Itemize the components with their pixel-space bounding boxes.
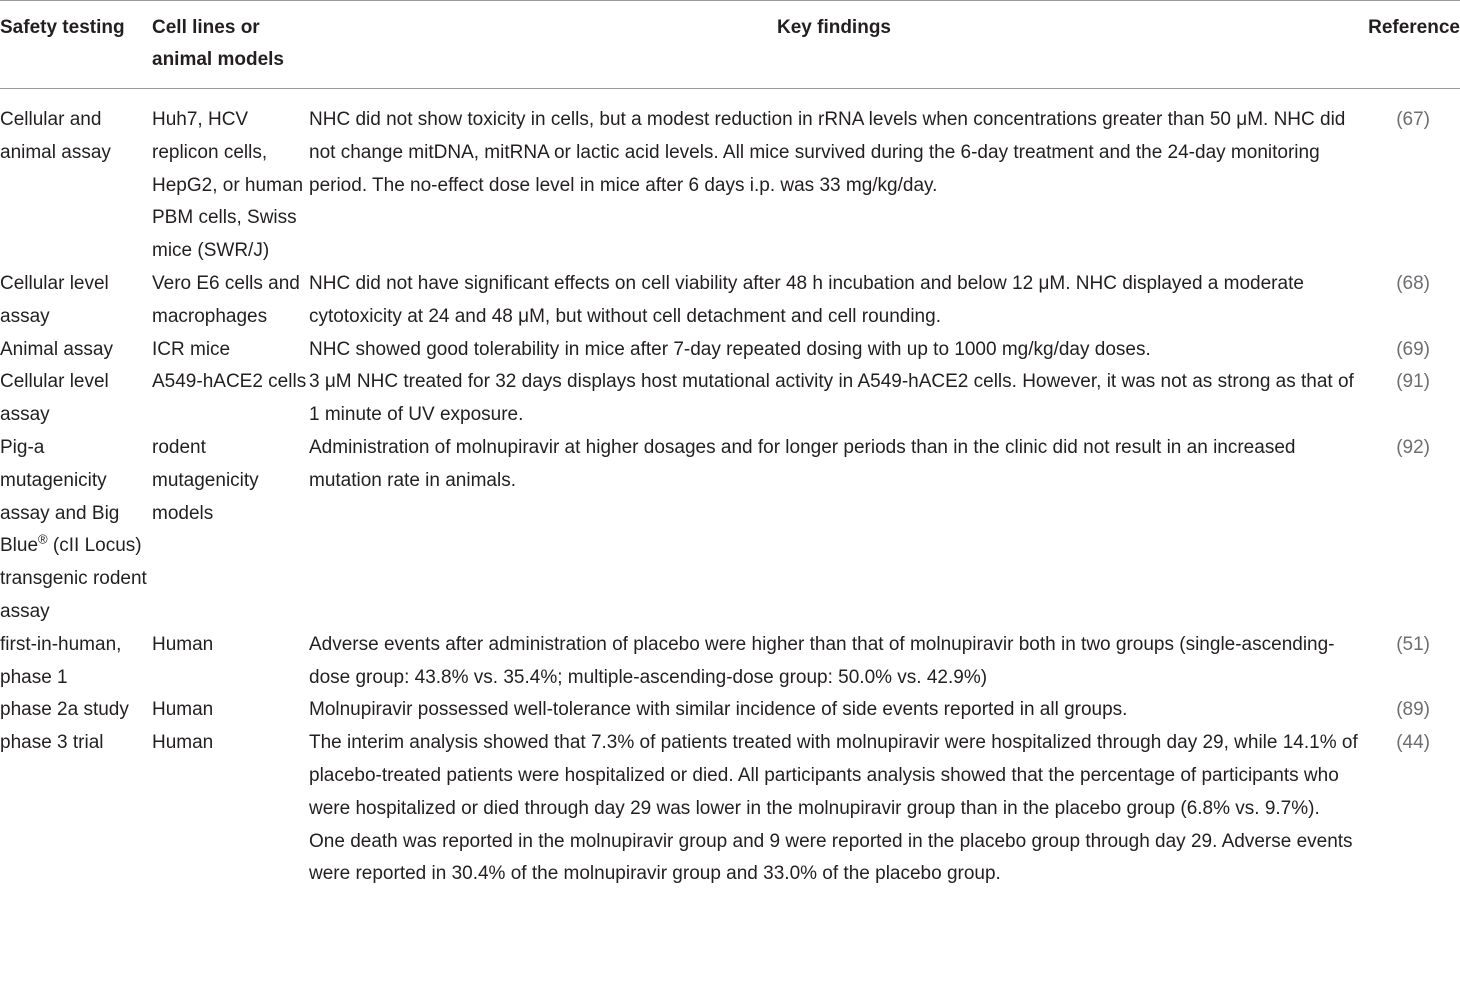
header-cell-lines: Cell lines or animal models <box>152 17 284 70</box>
model-cell: rodent mutagenicity models <box>152 436 259 524</box>
safety-text-part2: (cII Locus) transgenic rodent assay <box>0 535 147 622</box>
table-body <box>0 88 1460 891</box>
header-key-findings: Key findings <box>776 17 891 38</box>
model-cell: A549-hACE2 cells <box>152 371 307 393</box>
findings-cell: NHC did not have significant effects on cell viability after 48 h incubation and below 12 μM. NHC displayed a moderate cytotoxicity at 24 and 48 μM, but without cell detachment and cell rounding. <box>309 272 1304 327</box>
reference-link[interactable]: (51) <box>1396 633 1430 655</box>
model-cell: Human <box>152 633 214 655</box>
findings-cell: NHC showed good tolerability in mice after 7-day repeated dosing with up to 1000 mg/kg/day doses. <box>309 338 1151 360</box>
table-top-rule <box>0 0 1460 1</box>
safety-cell: phase 2a study <box>0 699 129 721</box>
table-row <box>0 104 1460 268</box>
reference-link[interactable]: (91) <box>1396 371 1430 393</box>
safety-text-part1: Pig-a mutagenicity assay and Big Blue <box>0 436 120 557</box>
safety-cell: Cellular and animal assay <box>0 109 111 163</box>
table-row <box>0 432 1460 629</box>
registered-mark: ® <box>38 532 48 548</box>
findings-cell: Adverse events after administration of placebo were higher than that of molnupiravir both in two groups (single-ascending-dose group: 43.8% vs. 35.4%; multiple-ascending-dose group: 50.0% vs. 42.9%) <box>309 633 1335 688</box>
findings-cell: 3 μM NHC treated for 32 days displays host mutational activity in A549-hACE2 cells. However, it was not as strong as that of 1 minute of UV exposure. <box>309 371 1354 426</box>
table-row <box>0 366 1460 432</box>
table-row <box>0 629 1460 695</box>
reference-link[interactable]: (89) <box>1396 699 1430 721</box>
model-cell: Human <box>152 732 214 754</box>
safety-cell: phase 3 trial <box>0 732 104 754</box>
reference-link[interactable]: (67) <box>1396 109 1430 130</box>
header-safety-testing: Safety testing <box>0 17 125 38</box>
model-cell: Human <box>152 699 214 721</box>
header-row <box>0 12 1460 88</box>
reference-link[interactable]: (92) <box>1396 436 1430 458</box>
safety-cell: Cellular level assay <box>0 371 109 426</box>
findings-cell: Molnupiravir possessed well-tolerance with similar incidence of side events reported in all groups. <box>309 699 1128 721</box>
findings-cell: Administration of molnupiravir at higher dosages and for longer periods than in the clinic did not result in an increased mutation rate in animals. <box>309 436 1296 491</box>
reference-link[interactable]: (69) <box>1396 338 1430 360</box>
safety-cell: Cellular level assay <box>0 272 109 327</box>
safety-cell <box>0 432 152 629</box>
model-cell: Huh7, HCV replicon cells, HepG2, or human PBM cells, Swiss mice (SWR/J) <box>152 109 304 262</box>
spacer-row <box>0 88 1460 104</box>
model-cell: Vero E6 cells and macrophages <box>152 272 300 327</box>
table-row <box>0 334 1460 367</box>
header-reference: Reference <box>1368 17 1460 38</box>
safety-table <box>0 12 1460 891</box>
table-row <box>0 694 1460 727</box>
table-row <box>0 727 1460 891</box>
safety-cell: Animal assay <box>0 338 113 360</box>
model-cell: ICR mice <box>152 338 231 360</box>
reference-link[interactable]: (68) <box>1396 272 1430 294</box>
safety-cell: first-in-human, phase 1 <box>0 633 122 688</box>
findings-cell: The interim analysis showed that 7.3% of patients treated with molnupiravir were hospitalized through day 29, while 14.1% of placebo-treated patients were hospitalized or died. All participants analysis showed that the percentage of participants who were hospitalized or died through day 29 was lower in the molnupiravir group than in the placebo group (6.8% vs. 9.7%). One death was reported in the molnupiravir group and 9 were reported in the placebo group through day 29. Adverse events were reported in 30.4% of the molnupiravir group and 33.0% of the placebo group. <box>309 732 1358 885</box>
table-header <box>0 12 1460 88</box>
table-row <box>0 268 1460 334</box>
reference-link[interactable]: (44) <box>1396 732 1430 754</box>
findings-cell: NHC did not show toxicity in cells, but a modest reduction in rRNA levels when concentrations greater than 50 μM. NHC did not change mitDNA, mitRNA or lactic acid levels. All mice survived during the 6-day treatment and the 24-day monitoring period. The no-effect dose level in mice after 6 days i.p. was 33 mg/kg/day. <box>309 109 1346 196</box>
